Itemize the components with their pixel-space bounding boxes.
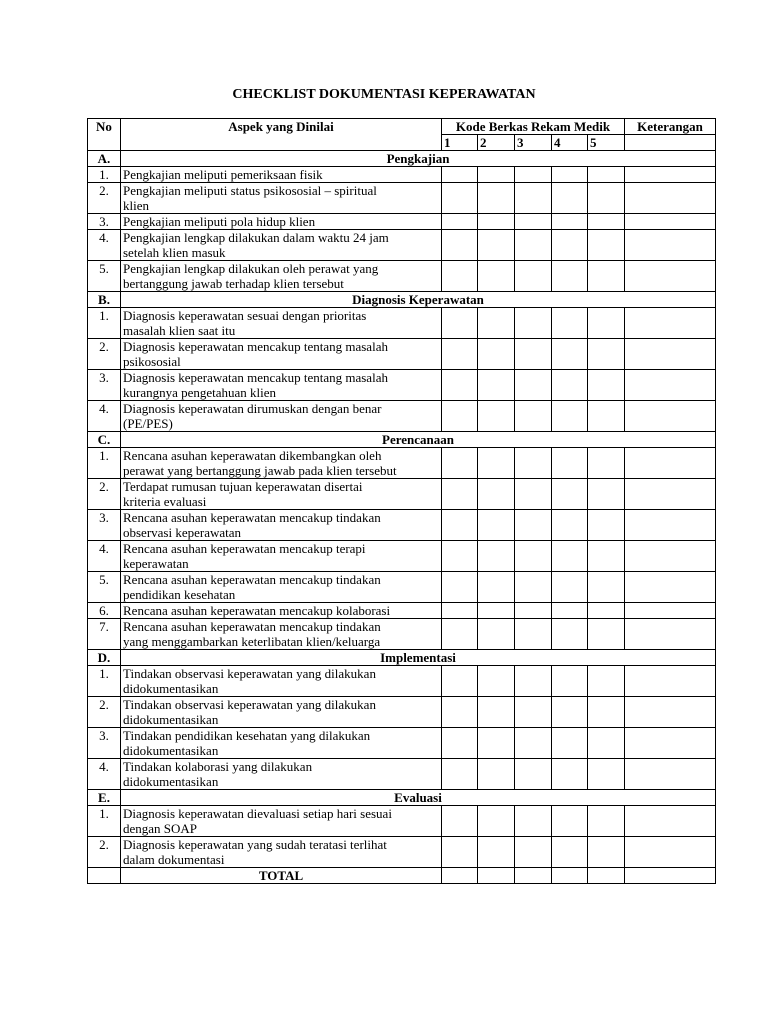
item-description-line: Diagnosis keperawatan mencakup tentang masalah xyxy=(123,339,388,354)
checklist-item-row xyxy=(88,370,716,401)
item-description-line: didokumentasikan xyxy=(123,774,219,789)
kode-cell-4 xyxy=(552,401,588,432)
kode-cell-1 xyxy=(442,541,478,572)
kode-cell-5 xyxy=(588,339,625,370)
item-number: 3. xyxy=(88,370,121,401)
kode-cell-1 xyxy=(442,479,478,510)
item-description-line: observasi keperawatan xyxy=(123,525,242,540)
item-description xyxy=(121,806,442,837)
kode-cell-5 xyxy=(588,214,625,230)
item-description-line: Diagnosis keperawatan dievaluasi setiap hari sesuai xyxy=(123,806,392,821)
keterangan-cell xyxy=(625,806,716,837)
header-keterangan: Keterangan xyxy=(625,119,716,135)
item-description-line: kriteria evaluasi xyxy=(123,494,207,509)
kode-cell-3 xyxy=(515,728,552,759)
item-number: 5. xyxy=(88,261,121,292)
kode-cell-4 xyxy=(552,167,588,183)
kode-cell-2 xyxy=(478,619,515,650)
item-number: 4. xyxy=(88,401,121,432)
checklist-item-row xyxy=(88,308,716,339)
item-description xyxy=(121,572,442,603)
kode-cell-4 xyxy=(552,261,588,292)
kode-cell-5 xyxy=(588,806,625,837)
item-description xyxy=(121,370,442,401)
kode-cell-2 xyxy=(478,759,515,790)
kode-cell-2 xyxy=(478,837,515,868)
kode-cell-2 xyxy=(478,167,515,183)
kode-cell-4 xyxy=(552,230,588,261)
kode-cell-1 xyxy=(442,728,478,759)
kode-cell-1 xyxy=(442,230,478,261)
keterangan-cell xyxy=(625,666,716,697)
kode-cell-4 xyxy=(552,510,588,541)
kode-cell-5 xyxy=(588,370,625,401)
header-row xyxy=(88,119,716,135)
kode-cell-5 xyxy=(588,448,625,479)
kode-cell-2 xyxy=(478,479,515,510)
checklist-item-row xyxy=(88,214,716,230)
item-description xyxy=(121,214,442,230)
item-description xyxy=(121,479,442,510)
section-letter: D. xyxy=(88,650,121,666)
section-row xyxy=(88,151,716,167)
kode-cell-3 xyxy=(515,401,552,432)
item-description xyxy=(121,448,442,479)
checklist-item-row xyxy=(88,401,716,432)
kode-cell-2 xyxy=(478,370,515,401)
item-description-line: Pengkajian meliputi pemeriksaan fisik xyxy=(123,167,323,182)
kode-cell-3 xyxy=(515,603,552,619)
item-description-line: Rencana asuhan keperawatan dikembangkan oleh xyxy=(123,448,382,463)
kode-cell-3 xyxy=(515,339,552,370)
item-number: 3. xyxy=(88,728,121,759)
section-title: Perencanaan xyxy=(121,432,716,448)
item-description xyxy=(121,230,442,261)
item-description xyxy=(121,603,442,619)
kode-cell-5 xyxy=(588,759,625,790)
item-number: 1. xyxy=(88,448,121,479)
kode-cell-4 xyxy=(552,697,588,728)
keterangan-cell xyxy=(625,759,716,790)
section-letter: C. xyxy=(88,432,121,448)
kode-cell-1 xyxy=(442,619,478,650)
kode-cell-4 xyxy=(552,541,588,572)
kode-cell-3 xyxy=(515,167,552,183)
kode-cell-4 xyxy=(552,572,588,603)
kode-cell-5 xyxy=(588,261,625,292)
item-description-line: didokumentasikan xyxy=(123,712,219,727)
checklist-table xyxy=(87,118,716,884)
item-description-line: Pengkajian meliputi status psikososial – spiritual xyxy=(123,183,377,198)
item-description-line: Tindakan kolaborasi yang dilakukan xyxy=(123,759,313,774)
kode-cell-4 xyxy=(552,759,588,790)
kode-cell-1 xyxy=(442,308,478,339)
kode-cell-3 xyxy=(515,510,552,541)
item-description-line: Pengkajian lengkap dilakukan oleh perawat yang xyxy=(123,261,379,276)
item-description-line: pendidikan kesehatan xyxy=(123,587,236,602)
kode-cell-5 xyxy=(588,167,625,183)
item-number: 1. xyxy=(88,308,121,339)
item-description xyxy=(121,728,442,759)
keterangan-cell xyxy=(625,837,716,868)
item-description xyxy=(121,183,442,214)
checklist-item-row xyxy=(88,806,716,837)
header-kode-5: 5 xyxy=(588,135,625,151)
kode-cell-5 xyxy=(588,308,625,339)
item-description-line: dengan SOAP xyxy=(123,821,198,836)
kode-cell-5 xyxy=(588,619,625,650)
kode-cell-4 xyxy=(552,619,588,650)
item-description-line: Pengkajian meliputi pola hidup klien xyxy=(123,214,316,229)
item-number: 6. xyxy=(88,603,121,619)
kode-cell-5 xyxy=(588,230,625,261)
section-title: Diagnosis Keperawatan xyxy=(121,292,716,308)
item-number: 3. xyxy=(88,214,121,230)
document-title: CHECKLIST DOKUMENTASI KEPERAWATAN xyxy=(232,87,536,102)
item-description-line: Terdapat rumusan tujuan keperawatan disertai xyxy=(123,479,363,494)
item-description-line: yang menggambarkan keterlibatan klien/keluarga xyxy=(123,634,381,649)
kode-cell-2 xyxy=(478,510,515,541)
section-row xyxy=(88,790,716,806)
kode-cell-3 xyxy=(515,261,552,292)
keterangan-cell xyxy=(625,619,716,650)
item-description-line: bertanggung jawab terhadap klien tersebut xyxy=(123,276,344,291)
kode-cell-2 xyxy=(478,230,515,261)
item-description-line: keperawatan xyxy=(123,556,189,571)
item-description-line: psikososial xyxy=(123,354,181,369)
total-kode-cell-4 xyxy=(552,868,588,884)
item-number: 4. xyxy=(88,541,121,572)
keterangan-cell xyxy=(625,697,716,728)
item-description xyxy=(121,837,442,868)
item-description-line: Diagnosis keperawatan dirumuskan dengan benar xyxy=(123,401,382,416)
kode-cell-1 xyxy=(442,401,478,432)
total-no-cell xyxy=(88,868,121,884)
header-aspek: Aspek yang Dinilai xyxy=(121,119,442,151)
kode-cell-1 xyxy=(442,339,478,370)
checklist-item-row xyxy=(88,261,716,292)
keterangan-cell xyxy=(625,572,716,603)
keterangan-cell xyxy=(625,214,716,230)
kode-cell-1 xyxy=(442,214,478,230)
header-keterangan-blank xyxy=(625,135,716,151)
kode-cell-1 xyxy=(442,666,478,697)
kode-cell-3 xyxy=(515,572,552,603)
kode-cell-2 xyxy=(478,261,515,292)
kode-cell-5 xyxy=(588,572,625,603)
item-description-line: Diagnosis keperawatan sesuai dengan prioritas xyxy=(123,308,367,323)
kode-cell-1 xyxy=(442,603,478,619)
kode-cell-4 xyxy=(552,666,588,697)
kode-cell-4 xyxy=(552,806,588,837)
total-kode-cell-3 xyxy=(515,868,552,884)
section-row xyxy=(88,292,716,308)
kode-cell-4 xyxy=(552,183,588,214)
item-description-line: Tindakan observasi keperawatan yang dilakukan xyxy=(123,666,376,681)
kode-cell-3 xyxy=(515,308,552,339)
section-letter: B. xyxy=(88,292,121,308)
item-number: 1. xyxy=(88,806,121,837)
checklist-item-row xyxy=(88,479,716,510)
checklist-item-row xyxy=(88,619,716,650)
kode-cell-1 xyxy=(442,261,478,292)
section-title: Pengkajian xyxy=(121,151,716,167)
item-description-line: Tindakan pendidikan kesehatan yang dilakukan xyxy=(123,728,371,743)
kode-cell-2 xyxy=(478,603,515,619)
section-letter: E. xyxy=(88,790,121,806)
kode-cell-5 xyxy=(588,183,625,214)
kode-cell-5 xyxy=(588,510,625,541)
item-description-line: Pengkajian lengkap dilakukan dalam waktu 24 jam xyxy=(123,230,389,245)
kode-cell-5 xyxy=(588,541,625,572)
checklist-item-row xyxy=(88,697,716,728)
header-kode-4: 4 xyxy=(552,135,588,151)
checklist-item-row xyxy=(88,572,716,603)
item-number: 5. xyxy=(88,572,121,603)
kode-cell-3 xyxy=(515,541,552,572)
kode-cell-3 xyxy=(515,230,552,261)
kode-cell-2 xyxy=(478,806,515,837)
section-row xyxy=(88,650,716,666)
kode-cell-3 xyxy=(515,214,552,230)
kode-cell-5 xyxy=(588,479,625,510)
kode-cell-3 xyxy=(515,697,552,728)
kode-cell-2 xyxy=(478,541,515,572)
kode-cell-3 xyxy=(515,666,552,697)
kode-cell-3 xyxy=(515,806,552,837)
kode-cell-4 xyxy=(552,339,588,370)
kode-cell-1 xyxy=(442,167,478,183)
keterangan-cell xyxy=(625,183,716,214)
checklist-body xyxy=(88,119,716,884)
keterangan-cell xyxy=(625,603,716,619)
keterangan-cell xyxy=(625,510,716,541)
item-number: 2. xyxy=(88,697,121,728)
item-number: 2. xyxy=(88,479,121,510)
item-description-line: didokumentasikan xyxy=(123,743,219,758)
kode-cell-1 xyxy=(442,697,478,728)
item-description-line: (PE/PES) xyxy=(123,416,173,431)
total-kode-cell-1 xyxy=(442,868,478,884)
kode-cell-2 xyxy=(478,214,515,230)
item-description xyxy=(121,666,442,697)
keterangan-cell xyxy=(625,370,716,401)
kode-cell-1 xyxy=(442,806,478,837)
checklist-item-row xyxy=(88,728,716,759)
kode-cell-3 xyxy=(515,619,552,650)
kode-cell-3 xyxy=(515,370,552,401)
kode-cell-2 xyxy=(478,697,515,728)
item-description-line: kurangnya pengetahuan klien xyxy=(123,385,277,400)
total-label: TOTAL xyxy=(121,868,442,884)
kode-cell-2 xyxy=(478,666,515,697)
kode-cell-4 xyxy=(552,448,588,479)
item-number: 2. xyxy=(88,183,121,214)
section-title: Evaluasi xyxy=(121,790,716,806)
checklist-item-row xyxy=(88,167,716,183)
kode-cell-1 xyxy=(442,370,478,401)
item-number: 7. xyxy=(88,619,121,650)
checklist-item-row xyxy=(88,183,716,214)
kode-cell-1 xyxy=(442,759,478,790)
item-description xyxy=(121,308,442,339)
item-description-line: masalah klien saat itu xyxy=(123,323,236,338)
kode-cell-5 xyxy=(588,697,625,728)
keterangan-cell xyxy=(625,261,716,292)
kode-cell-4 xyxy=(552,214,588,230)
kode-cell-5 xyxy=(588,728,625,759)
item-number: 1. xyxy=(88,666,121,697)
item-number: 2. xyxy=(88,339,121,370)
item-description-line: Rencana asuhan keperawatan mencakup terapi xyxy=(123,541,366,556)
kode-cell-2 xyxy=(478,728,515,759)
kode-cell-2 xyxy=(478,401,515,432)
kode-cell-2 xyxy=(478,339,515,370)
kode-cell-4 xyxy=(552,479,588,510)
item-description xyxy=(121,541,442,572)
item-description-line: Rencana asuhan keperawatan mencakup kolaborasi xyxy=(123,603,391,618)
kode-cell-1 xyxy=(442,510,478,541)
keterangan-cell xyxy=(625,401,716,432)
kode-cell-4 xyxy=(552,603,588,619)
item-description-line: klien xyxy=(123,198,149,213)
section-row xyxy=(88,432,716,448)
section-letter: A. xyxy=(88,151,121,167)
header-kode-3: 3 xyxy=(515,135,552,151)
item-number: 4. xyxy=(88,759,121,790)
item-number: 3. xyxy=(88,510,121,541)
total-row xyxy=(88,868,716,884)
item-description xyxy=(121,510,442,541)
kode-cell-4 xyxy=(552,728,588,759)
kode-cell-5 xyxy=(588,837,625,868)
item-number: 4. xyxy=(88,230,121,261)
checklist-item-row xyxy=(88,230,716,261)
item-description xyxy=(121,759,442,790)
keterangan-cell xyxy=(625,479,716,510)
keterangan-cell xyxy=(625,230,716,261)
header-kode-2: 2 xyxy=(478,135,515,151)
kode-cell-1 xyxy=(442,448,478,479)
item-description-line: Tindakan observasi keperawatan yang dilakukan xyxy=(123,697,376,712)
item-description-line: Diagnosis keperawatan mencakup tentang masalah xyxy=(123,370,388,385)
checklist-item-row xyxy=(88,510,716,541)
total-kode-cell-2 xyxy=(478,868,515,884)
item-description xyxy=(121,339,442,370)
kode-cell-5 xyxy=(588,666,625,697)
checklist-item-row xyxy=(88,339,716,370)
keterangan-cell xyxy=(625,728,716,759)
item-description-line: Rencana asuhan keperawatan mencakup tindakan xyxy=(123,572,381,587)
kode-cell-4 xyxy=(552,837,588,868)
header-kode-1: 1 xyxy=(442,135,478,151)
kode-cell-4 xyxy=(552,370,588,401)
item-description xyxy=(121,401,442,432)
kode-cell-1 xyxy=(442,183,478,214)
item-description-line: setelah klien masuk xyxy=(123,245,226,260)
item-description-line: perawat yang bertanggung jawab pada klien tersebut xyxy=(123,463,397,478)
total-keterangan-cell xyxy=(625,868,716,884)
kode-cell-3 xyxy=(515,183,552,214)
kode-cell-3 xyxy=(515,837,552,868)
kode-cell-2 xyxy=(478,183,515,214)
item-number: 1. xyxy=(88,167,121,183)
item-description xyxy=(121,167,442,183)
checklist-item-row xyxy=(88,666,716,697)
kode-cell-2 xyxy=(478,572,515,603)
section-title: Implementasi xyxy=(121,650,716,666)
checklist-item-row xyxy=(88,759,716,790)
keterangan-cell xyxy=(625,167,716,183)
kode-cell-3 xyxy=(515,479,552,510)
kode-cell-3 xyxy=(515,448,552,479)
item-description xyxy=(121,619,442,650)
keterangan-cell xyxy=(625,339,716,370)
keterangan-cell xyxy=(625,448,716,479)
header-kode-berkas: Kode Berkas Rekam Medik xyxy=(442,119,625,135)
item-description-line: Diagnosis keperawatan yang sudah teratasi terlihat xyxy=(123,837,387,852)
checklist-item-row xyxy=(88,603,716,619)
kode-cell-5 xyxy=(588,401,625,432)
kode-cell-5 xyxy=(588,603,625,619)
checklist-item-row xyxy=(88,837,716,868)
keterangan-cell xyxy=(625,541,716,572)
kode-cell-1 xyxy=(442,572,478,603)
kode-cell-2 xyxy=(478,308,515,339)
checklist-item-row xyxy=(88,541,716,572)
item-description xyxy=(121,261,442,292)
item-description-line: Rencana asuhan keperawatan mencakup tindakan xyxy=(123,510,381,525)
item-description-line: didokumentasikan xyxy=(123,681,219,696)
kode-cell-3 xyxy=(515,759,552,790)
header-no: No xyxy=(88,119,121,151)
checklist-item-row xyxy=(88,448,716,479)
kode-cell-1 xyxy=(442,837,478,868)
total-kode-cell-5 xyxy=(588,868,625,884)
keterangan-cell xyxy=(625,308,716,339)
item-description-line: dalam dokumentasi xyxy=(123,852,225,867)
kode-cell-2 xyxy=(478,448,515,479)
item-number: 2. xyxy=(88,837,121,868)
kode-cell-4 xyxy=(552,308,588,339)
item-description-line: Rencana asuhan keperawatan mencakup tindakan xyxy=(123,619,381,634)
item-description xyxy=(121,697,442,728)
